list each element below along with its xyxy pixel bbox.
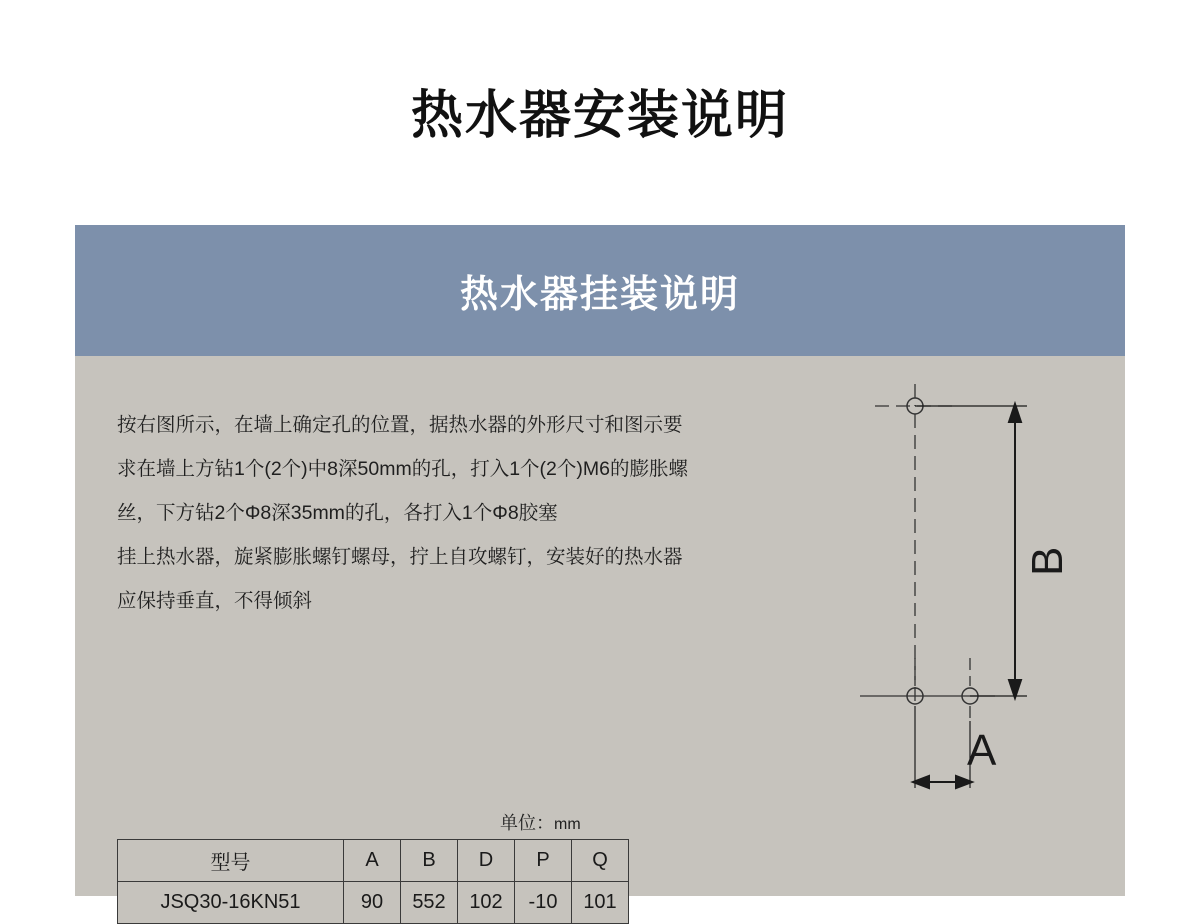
table-header-cell: Q [572,840,629,882]
dimension-label-a: A [967,726,997,775]
table-row [118,882,629,924]
table-cell-b: 552 [401,882,458,924]
dimension-label-b: B [1023,546,1072,576]
instruction-line: 求在墙上方钻1个(2个)中8深50mm的孔，打入1个(2个)M6的膨胀螺 [117,458,688,480]
instruction-line: 应保持垂直，不得倾斜 [117,590,313,612]
instruction-line: 丝，下方钻2个Φ8深35mm的孔，各打入1个Φ8胶塞 [117,502,558,524]
dimension-arrow-b [915,404,1027,698]
unit-label-text: 单位： [500,813,554,833]
table-header-cell: B [401,840,458,882]
table-header-cell: A [344,840,401,882]
table-cell-d: 102 [458,882,515,924]
card-body [75,356,1125,913]
table-cell-a: 90 [344,882,401,924]
dimension-arrow-a [913,706,972,788]
diagram-svg [855,376,1105,876]
table-cell-q: 101 [572,882,629,924]
table-cell-p: -10 [515,882,572,924]
card-header-title: 热水器挂装说明 [459,274,740,316]
spec-table [117,839,629,924]
table-header-cell: P [515,840,572,882]
table-header-cell: D [458,840,515,882]
table-header-row [118,840,629,882]
instruction-line: 挂上热水器，旋紧膨胀螺钉螺母，拧上自攻螺钉，安装好的热水器 [117,546,683,568]
table-cell-model: JSQ30-16KN51 [118,882,344,924]
table-header-cell: 型号 [118,840,344,882]
instruction-line: 按右图所示，在墙上确定孔的位置，据热水器的外形尺寸和图示要 [117,414,683,436]
instruction-card [75,225,1125,913]
unit-label [500,809,581,835]
instructions-text [117,403,817,623]
unit-label-value: mm [554,816,581,833]
page-title: 热水器安装说明 [410,87,789,145]
card-header [75,225,1125,356]
mounting-hole-diagram [855,376,1105,876]
